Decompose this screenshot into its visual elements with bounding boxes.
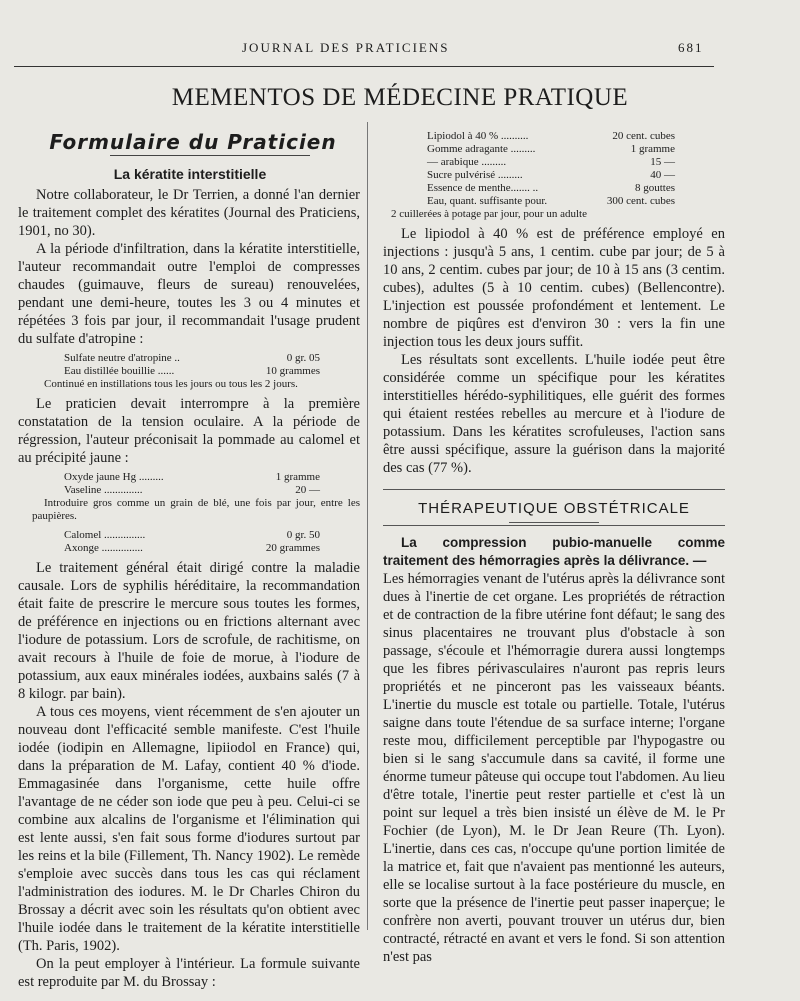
prescription-pommade bbox=[18, 467, 360, 497]
subsection-title: La kératite interstitielle bbox=[113, 166, 267, 182]
paragraph: Les hémorragies venant de l'utérus après la délivrance sont dues à l'inertie de cet organe. Les propriétés de rétraction et de contraction de la fibre utérine font défaut; le sang des sinus placentaires ne trouvant plus d'obstacle à son passage, s'écoule et l'hémorragie durera aussi longtemps que les fibres périvasculaires n'auront pas repris leurs propriétés et ne pinceront pas les vaisseaux béants. L'inertie du muscle est totale ou partielle. Totale, l'utérus saigne dans toute l'étendue de sa surface interne; l'organe reste mou, difficilement perceptible par l'hypogastre ou bien si le sang s'accumule dans sa cavité, il forme une énorme tumeur pâteuse qui occupe tout l'abdomen. Au lieu d'être totale, l'inertie peut rester partielle et c'est là un point sur lequel a très bien insisté un élève de M. le Pr Fochier (de Lyon), M. le Dr Jean Reure (Th. Lyon). L'inertie, dans ces cas, n'occupe qu'une portion limitée de la matrice et, fait que n'avaient pas mentionné les auteurs, elle se localise surtout à la face postérieure du muscle, en sorte que la présence de l'inertie peut passer inaperçue; le confrère non averti, pouvant trouver un utérus dur, bien contracté, rétracté en avant et vers le fond. Si son attention n'est pas bbox=[383, 571, 725, 965]
paragraph: Notre collaborateur, le Dr Terrien, a donné l'an dernier le traitement complet des kératites (Journal des Praticiens, 1901, no 30). bbox=[18, 187, 360, 239]
rx-line: Vaseline .............. 20 — bbox=[64, 484, 320, 496]
right-column bbox=[383, 130, 725, 966]
rx-line: — arabique ......... 15 — bbox=[427, 156, 675, 168]
rx-line: Oxyde jaune Hg ......... 1 gramme bbox=[64, 471, 320, 483]
section-sub-rule bbox=[509, 522, 599, 523]
rx-line: Axonge ............... 20 grammes bbox=[64, 542, 320, 554]
rx-note: 2 cuillerées à potage par jour, pour un adulte bbox=[391, 208, 587, 220]
rx-line: Sucre pulvérisé ......... 40 — bbox=[427, 169, 675, 181]
page-title: MEMENTOS DE MÉDECINE PRATIQUE bbox=[171, 84, 629, 111]
column-divider bbox=[367, 122, 368, 930]
paragraph: On la peut employer à l'intérieur. La formule suivante est reproduite par M. du Brossay : bbox=[18, 956, 360, 990]
rx-line: Essence de menthe....... .. 8 gouttes bbox=[427, 182, 675, 194]
paragraph: Les résultats sont excellents. L'huile iodée peut être considérée comme un spécifique pour les kératites interstitielles hérédo-syphilitiques, elle guérit des formes qui étaient restées rebelles au mercure et à l'iodure de potassium. Dans les kératites scrofuleuses, l'action sans être aussi spécifique, assure la guérison dans la majorité des cas (77 %). bbox=[383, 352, 725, 476]
section-title-obstetricale: THÉRAPEUTIQUE OBSTÉTRICALE bbox=[418, 500, 690, 517]
rx-line: Lipiodol à 40 % .......... 20 cent. cubes bbox=[427, 130, 675, 142]
prescription-atropine bbox=[18, 348, 360, 378]
section-rule bbox=[383, 489, 725, 490]
running-header-journal: JOURNAL DES PRATICIENS bbox=[242, 40, 450, 55]
paragraph: Le lipiodol à 40 % est de préférence employé en injections : jusqu'à 5 ans, 1 centim. cube par jour; de 5 à 10 ans, 2 centim. cubes par jour; de 10 à 15 ans (3 centim. cubes), adultes (5 à 10 centim. cubes) (Bellencontre). L'injection est poussée profondément et lentement. Le nombre de piqûres est d'environ 30 : vers la fin une injection tous les deux jours suffit. bbox=[383, 226, 725, 350]
section-title-formulaire: Formulaire du Praticien bbox=[49, 130, 337, 154]
prescription-lipiodol bbox=[383, 130, 725, 208]
title-rule bbox=[110, 155, 310, 156]
rx-line: Gomme adragante ......... 1 gramme bbox=[427, 143, 675, 155]
rx-line: Eau distillée bouillie ...... 10 grammes bbox=[64, 365, 320, 377]
rx-note: Introduire gros comme un grain de blé, une fois par jour, entre les paupières. bbox=[32, 497, 360, 522]
article-heading: La compression pubio-manuelle comme traitement des hémorragies après la délivrance. — bbox=[383, 535, 725, 568]
prescription-calomel bbox=[18, 527, 360, 559]
section-bottom-rule bbox=[383, 525, 725, 526]
paragraph: A la période d'infiltration, dans la kératite interstitielle, l'auteur recommandait outre l'emploi de compresses chaudes (guimauve, fleurs de sureau) renouvelées, pendant une demi-heure, toutes les 3 ou 4 minutes et répétées 3 fois par jour, il recommandait l'usage prudent du sulfate d'atropine : bbox=[18, 241, 360, 347]
header-rule bbox=[14, 66, 714, 67]
rx-line: Eau, quant. suffisante pour. 300 cent. cubes bbox=[427, 195, 675, 207]
left-column bbox=[18, 186, 360, 991]
paragraph: Le praticien devait interrompre à la première constatation de la tension oculaire. A la période de régression, l'auteur préconisait la pommade au calomel et au précipité jaune : bbox=[18, 396, 360, 466]
paragraph: Le traitement général était dirigé contre la maladie causale. Lors de syphilis héréditaire, la recommandation était faite de prescrire le mercure sous toutes les formes, de préférence en injections ou en frictions alternant avec l'iodure de potassium. Lors de scrofule, de rachitisme, on avait recours à l'huile de foie de morue, à l'iodure de potassium, aux eaux minérales iodées, auxbains salés (7 à 8 kilogr. par bain). bbox=[18, 560, 360, 702]
rx-line: Sulfate neutre d'atropine .. 0 gr. 05 bbox=[64, 352, 320, 364]
rx-note: Continué en instillations tous les jours ou tous les 2 jours. bbox=[44, 378, 298, 390]
page-number: 681 bbox=[678, 40, 704, 55]
paragraph: A tous ces moyens, vient récemment de s'en ajouter un nouveau dont l'efficacité semble manifeste. C'est l'huile iodée (iodipin en Allemagne, lipiiodol en France) qui, dans la préparation de M. Lafay, contient 40 % d'iode. Emmagasinée dans l'organisme, cette huile offre l'avantage de ne céder son iode que peu à peu. Celui-ci se combine aux alcalins de l'organisme et l'élimination qui est lente aussi, s'en fait sous forme d'iodures surtout par les reins et la bile (Fillement, Th. Nancy 1902). Le remède s'emploie avec succès dans tous les cas qui réclament l'administration des iodures. M. le Dr Charles Chiron du Brossay a décrit avec soin les résultats qu'on obtient avec l'huile iodée dans le traitement de la kératite interstitielle (Th. Paris, 1902). bbox=[18, 704, 360, 954]
rx-line: Calomel ............... 0 gr. 50 bbox=[64, 529, 320, 541]
